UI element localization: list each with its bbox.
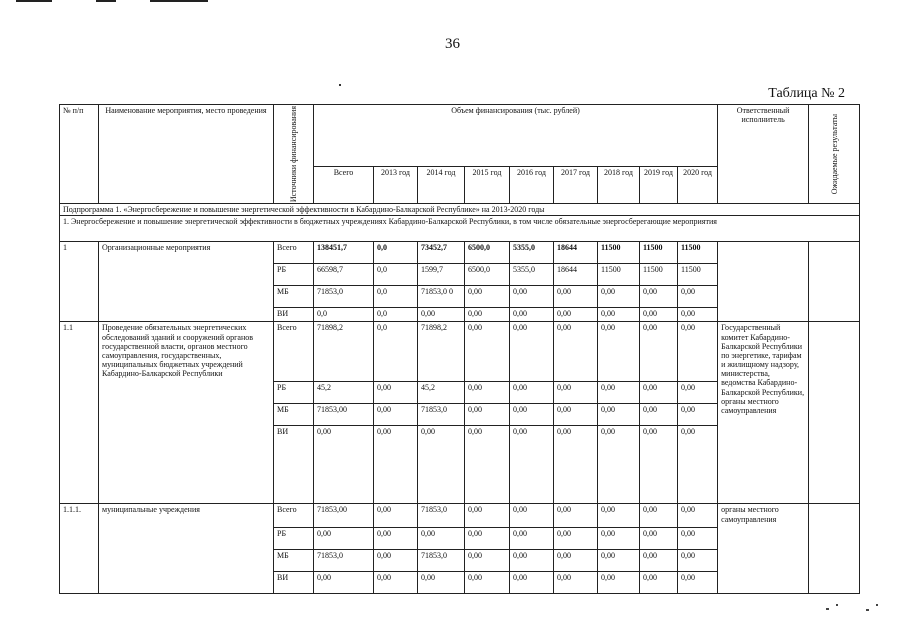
value-year: 0,0 xyxy=(374,322,418,382)
value-year: 11500 xyxy=(598,242,640,264)
value-year: 0,00 xyxy=(465,404,510,426)
header-name: Наименование мероприятия, место проведения xyxy=(99,105,274,204)
value-year: 73452,7 xyxy=(418,242,465,264)
value-year: 0,00 xyxy=(374,382,418,404)
value-total: 138451,7 xyxy=(314,242,374,264)
header-results xyxy=(809,105,860,204)
value-year: 1599,7 xyxy=(418,264,465,286)
page-number: 36 xyxy=(445,36,460,52)
value-total: 71898,2 xyxy=(314,322,374,382)
funding-source: ВИ xyxy=(274,426,314,504)
value-year: 0,00 xyxy=(374,572,418,594)
value-year: 0,00 xyxy=(465,528,510,550)
responsible-executor: органы местного самоуправления xyxy=(718,504,809,594)
table-row xyxy=(60,504,860,528)
header-funding: Объем финансирования (тыс. рублей) xyxy=(314,105,718,167)
value-year: 71853,0 xyxy=(418,404,465,426)
value-year: 0,00 xyxy=(510,308,554,322)
activity-name: Организационные мероприятия xyxy=(99,242,274,322)
scan-mark-4 xyxy=(876,604,878,606)
header-total: Всего xyxy=(314,166,374,204)
funding-source: РБ xyxy=(274,528,314,550)
value-year: 0,00 xyxy=(554,572,598,594)
value-year: 0,00 xyxy=(598,550,640,572)
value-year: 0,0 xyxy=(374,242,418,264)
value-total: 71853,00 xyxy=(314,504,374,528)
value-year: 0,00 xyxy=(510,504,554,528)
value-year: 0,00 xyxy=(510,572,554,594)
value-year: 0,00 xyxy=(598,426,640,504)
value-year: 11500 xyxy=(678,264,718,286)
value-year: 0,00 xyxy=(554,504,598,528)
value-year: 0,00 xyxy=(554,322,598,382)
header-results-label: Ожидаемые результаты xyxy=(829,113,839,195)
value-year: 11500 xyxy=(640,242,678,264)
value-year: 6500,0 xyxy=(465,264,510,286)
value-year: 0,00 xyxy=(598,322,640,382)
value-year: 6500,0 xyxy=(465,242,510,264)
funding-source: РБ xyxy=(274,382,314,404)
value-year: 0,00 xyxy=(465,572,510,594)
value-year: 0,00 xyxy=(640,528,678,550)
value-year: 0,00 xyxy=(678,528,718,550)
responsible-executor xyxy=(718,242,809,322)
header-source-label: Источники финансирования xyxy=(288,106,298,203)
value-year: 0,00 xyxy=(678,308,718,322)
top-rule-1 xyxy=(16,0,52,2)
value-year: 0,00 xyxy=(418,528,465,550)
subprogram-row: Подпрограмма 1. «Энергосбережение и повышение энергетической эффективности в Кабардино-Балкарской Республике» на 2013-2020 годы xyxy=(60,204,860,216)
value-year: 0,00 xyxy=(374,550,418,572)
value-year: 0,00 xyxy=(678,572,718,594)
header-source xyxy=(274,105,314,204)
value-year: 71853,0 0 xyxy=(418,286,465,308)
value-total: 0,00 xyxy=(314,528,374,550)
funding-source: МБ xyxy=(274,404,314,426)
expected-results xyxy=(809,322,860,504)
value-year: 0,00 xyxy=(465,286,510,308)
funding-source: МБ xyxy=(274,550,314,572)
value-year: 0,00 xyxy=(640,504,678,528)
value-year: 0,00 xyxy=(510,550,554,572)
value-year: 0,00 xyxy=(678,382,718,404)
value-year: 0,00 xyxy=(640,572,678,594)
value-year: 0,00 xyxy=(598,308,640,322)
value-year: 18644 xyxy=(554,264,598,286)
value-year: 0,00 xyxy=(678,504,718,528)
value-year: 0,00 xyxy=(374,528,418,550)
value-year: 0,0 xyxy=(374,264,418,286)
scan-mark-1 xyxy=(826,608,829,610)
value-year: 0,00 xyxy=(510,426,554,504)
funding-source: Всего xyxy=(274,322,314,382)
value-year: 0,00 xyxy=(640,286,678,308)
value-year: 0,00 xyxy=(374,404,418,426)
value-year: 0,00 xyxy=(678,404,718,426)
value-year: 0,00 xyxy=(418,572,465,594)
header-year-2016: 2016 год xyxy=(510,166,554,204)
value-total: 0,00 xyxy=(314,426,374,504)
header-year-2017: 2017 год xyxy=(554,166,598,204)
value-total: 0,0 xyxy=(314,308,374,322)
value-year: 0,00 xyxy=(374,504,418,528)
value-year: 0,00 xyxy=(465,382,510,404)
value-year: 0,00 xyxy=(510,528,554,550)
activity-name: Проведение обязательных энергетических обследований зданий и сооружений органов государственной власти, органов местного самоуправления, государственных, муниципальных бюджетных учреждений Кабардино-Балкарской Республики xyxy=(99,322,274,504)
activity-name: муниципальные учреждения xyxy=(99,504,274,594)
table-label: Таблица № 2 xyxy=(768,86,845,101)
value-year: 0,0 xyxy=(374,308,418,322)
value-total: 0,00 xyxy=(314,572,374,594)
value-year: 71898,2 xyxy=(418,322,465,382)
value-year: 11500 xyxy=(640,264,678,286)
value-year: 0,00 xyxy=(554,286,598,308)
value-total: 66598,7 xyxy=(314,264,374,286)
value-year: 0,00 xyxy=(678,550,718,572)
value-year: 0,00 xyxy=(598,504,640,528)
header-year-2013: 2013 год xyxy=(374,166,418,204)
scan-dot xyxy=(339,84,341,86)
value-year: 0,00 xyxy=(640,550,678,572)
value-year: 0,00 xyxy=(640,426,678,504)
value-year: 0,00 xyxy=(510,322,554,382)
funding-source: ВИ xyxy=(274,572,314,594)
table-row xyxy=(60,242,860,264)
header-num: № п/п xyxy=(60,105,99,204)
row-number: 1.1.1. xyxy=(60,504,99,594)
funding-source: РБ xyxy=(274,264,314,286)
top-rule-2 xyxy=(96,0,116,2)
value-year: 0,00 xyxy=(554,528,598,550)
value-year: 0,00 xyxy=(678,426,718,504)
funding-source: ВИ xyxy=(274,308,314,322)
value-year: 11500 xyxy=(678,242,718,264)
value-total: 71853,0 xyxy=(314,286,374,308)
value-total: 71853,0 xyxy=(314,550,374,572)
expected-results xyxy=(809,242,860,322)
section-row: 1. Энергосбережение и повышение энергетической эффективности в бюджетных учреждениях Кабардино-Балкарской Республики, в том числе обязательные энергосберегающие мероприятия xyxy=(60,216,860,242)
value-year: 0,00 xyxy=(598,572,640,594)
value-year: 0,00 xyxy=(554,426,598,504)
value-year: 71853,0 xyxy=(418,504,465,528)
scan-mark-2 xyxy=(836,604,838,606)
table-row xyxy=(60,322,860,382)
value-year: 11500 xyxy=(598,264,640,286)
funding-source: Всего xyxy=(274,504,314,528)
funding-source: Всего xyxy=(274,242,314,264)
value-year: 0,00 xyxy=(418,308,465,322)
value-year: 0,00 xyxy=(465,322,510,382)
value-year: 0,00 xyxy=(465,550,510,572)
value-year: 0,00 xyxy=(598,528,640,550)
value-year: 0,00 xyxy=(510,404,554,426)
value-year: 0,00 xyxy=(554,382,598,404)
value-year: 45,2 xyxy=(418,382,465,404)
header-year-2018: 2018 год xyxy=(598,166,640,204)
value-year: 0,00 xyxy=(465,426,510,504)
value-year: 18644 xyxy=(554,242,598,264)
header-year-2015: 2015 год xyxy=(465,166,510,204)
value-year: 0,00 xyxy=(640,404,678,426)
value-year: 0,00 xyxy=(554,404,598,426)
value-year: 0,00 xyxy=(678,322,718,382)
value-total: 45,2 xyxy=(314,382,374,404)
value-year: 0,00 xyxy=(598,286,640,308)
value-year: 0,00 xyxy=(640,322,678,382)
header-year-2019: 2019 год xyxy=(640,166,678,204)
funding-source: МБ xyxy=(274,286,314,308)
value-year: 5355,0 xyxy=(510,264,554,286)
value-year: 0,00 xyxy=(678,286,718,308)
value-year: 0,00 xyxy=(465,308,510,322)
value-year: 0,00 xyxy=(465,504,510,528)
header-year-2014: 2014 год xyxy=(418,166,465,204)
value-year: 0,00 xyxy=(510,382,554,404)
value-year: 5355,0 xyxy=(510,242,554,264)
value-total: 71853,00 xyxy=(314,404,374,426)
funding-table xyxy=(59,104,860,594)
row-number: 1 xyxy=(60,242,99,322)
value-year: 0,00 xyxy=(554,308,598,322)
value-year: 0,00 xyxy=(640,382,678,404)
value-year: 0,00 xyxy=(374,426,418,504)
scan-mark-3 xyxy=(866,609,869,611)
responsible-executor: Государственный комитет Кабардино-Балкарской Республики по энергетике, тарифам и жилищному надзору, министерства, ведомства Кабардино-Балкарской Республики, органы местного самоуправления xyxy=(718,322,809,504)
top-rule-3 xyxy=(150,0,208,2)
value-year: 71853,0 xyxy=(418,550,465,572)
value-year: 0,00 xyxy=(418,426,465,504)
header-year-2020: 2020 год xyxy=(678,166,718,204)
value-year: 0,00 xyxy=(640,308,678,322)
value-year: 0,00 xyxy=(598,404,640,426)
value-year: 0,0 xyxy=(374,286,418,308)
value-year: 0,00 xyxy=(510,286,554,308)
expected-results xyxy=(809,504,860,594)
value-year: 0,00 xyxy=(598,382,640,404)
row-number: 1.1 xyxy=(60,322,99,504)
value-year: 0,00 xyxy=(554,550,598,572)
header-responsible: Ответственный исполнитель xyxy=(718,105,809,204)
